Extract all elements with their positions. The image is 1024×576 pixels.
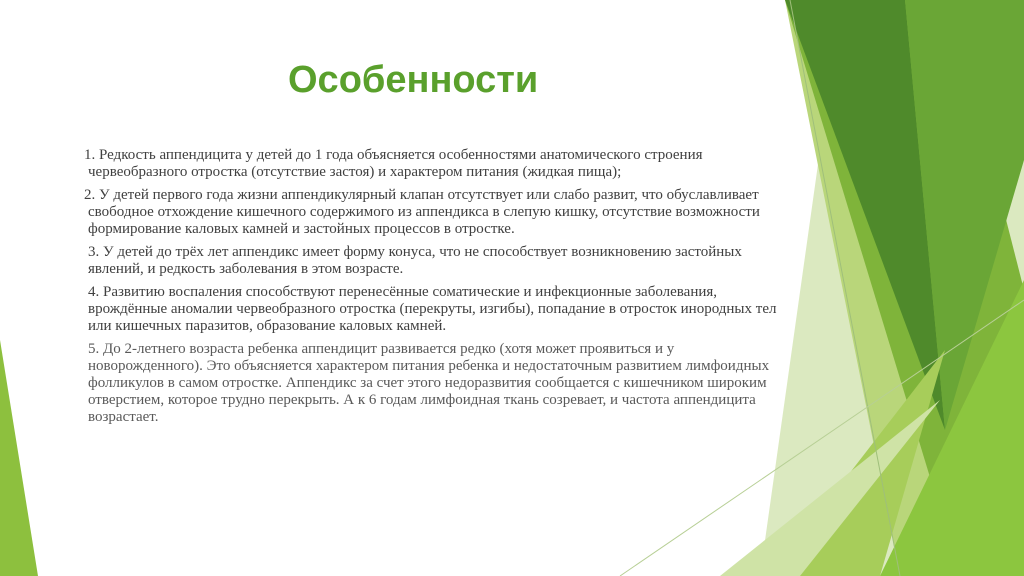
slide-title: Особенности [288,59,539,101]
paragraph-4: 4. Развитию воспаления способствуют перенесённые соматические и инфекционные заболевания, врождённые аномалии червеобразного отростка (перекруты, изгибы), попадание в отросток инородных тел или кишечных паразитов, образование каловых камней. [88,284,777,334]
paragraph-1: 1. Редкость аппендицита у детей до 1 года объясняется особенностями анатомического строения червеобразного отростка (отсутствие застоя) и характером питания (жидкая пища); [84,147,703,180]
slide-body [60,147,780,432]
paragraph-2: 2. У детей первого года жизни аппендикулярный клапан отсутствует или слабо развит, что обуславливает свободное отхождение кишечного содержимого из аппендикса в слепую кишку, отсутствие возможности формирование каловых камней и застойных процессов в отростке. [84,187,760,237]
paragraph-3: 3. У детей до трёх лет аппендикс имеет форму конуса, что не способствует возникновению застойных явлений, и редкость заболевания в этом возрасте. [88,244,742,277]
paragraph-5: 5. До 2-летнего возраста ребенка аппендицит развивается редко (хотя может проявиться и у новорожденного). Это объясняется характером питания ребенка и недостаточным развитием лимфоидных фолликулов в самом отростке. Аппендикс за счет этого недоразвития сообщается с кишечником широким отверстием, которое трудно перекрыть. А к 6 годам лимфоидная ткань созревает, и частота аппендицита возрастает. [88,341,770,425]
left-green-sliver [0,340,38,576]
